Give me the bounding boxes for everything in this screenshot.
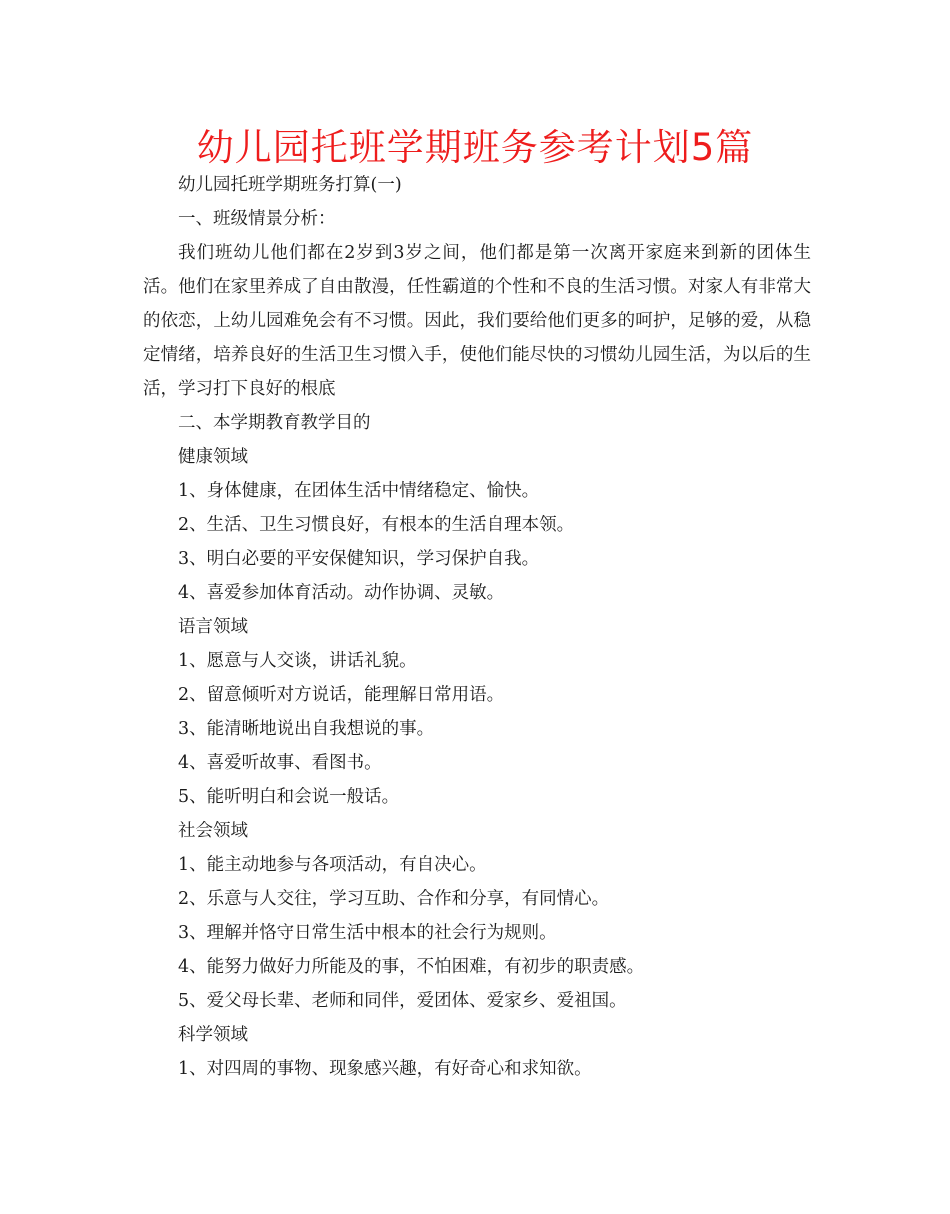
document-title: 幼儿园托班学期班务参考计划5篇 <box>196 126 754 169</box>
list-item: 1、对四周的事物、现象感兴趣，有好奇心和求知欲。 <box>178 1059 592 1079</box>
list-item: 2、留意倾听对方说话，能理解日常用语。 <box>178 685 505 705</box>
list-item: 3、理解并恪守日常生活中根本的社会行为规则。 <box>178 923 557 943</box>
class-analysis-paragraph: 我们班幼儿他们都在2岁到3岁之间，他们都是第一次离开家庭来到新的团体生活。他们在家里养成了自由散漫，任性霸道的个性和不良的生活习惯。对家人有非常大的依恋，上幼儿园难免会有不习惯。因此，我们要给他们更多的呵护，足够的爱，从稳定情绪，培养良好的生活卫生习惯入手，使他们能尽快的习惯幼儿园生活，为以后的生活，学习打下良好的根底 <box>143 243 811 399</box>
list-item: 4、能努力做好力所能及的事，不怕困难，有初步的职责感。 <box>178 957 645 977</box>
list-item: 3、明白必要的平安保健知识，学习保护自我。 <box>178 549 540 569</box>
list-item: 2、乐意与人交往，学习互助、合作和分享，有同情心。 <box>178 889 610 909</box>
domain-heading-social: 社会领域 <box>178 821 248 841</box>
list-item: 5、能听明白和会说一般话。 <box>178 787 400 807</box>
list-item: 4、喜爱听故事、看图书。 <box>178 753 382 773</box>
domain-heading-science: 科学领域 <box>178 1025 248 1045</box>
list-item: 3、能清晰地说出自我想说的事。 <box>178 719 435 739</box>
list-item: 2、生活、卫生习惯良好，有根本的生活自理本领。 <box>178 515 575 535</box>
domain-heading-language: 语言领域 <box>178 617 248 637</box>
list-item: 4、喜爱参加体育活动。动作协调、灵敏。 <box>178 583 505 603</box>
section-heading-class-analysis: 一、班级情景分析： <box>178 209 336 229</box>
section-heading-goals: 二、本学期教育教学目的 <box>178 413 371 433</box>
list-item: 1、身体健康，在团体生活中情绪稳定、愉快。 <box>178 481 540 501</box>
section-subtitle: 幼儿园托班学期班务打算(一) <box>178 175 402 195</box>
list-item: 1、能主动地参与各项活动，有自决心。 <box>178 855 487 875</box>
list-item: 1、愿意与人交谈，讲话礼貌。 <box>178 651 417 671</box>
list-item: 5、爱父母长辈、老师和同伴，爱团体、爱家乡、爱祖国。 <box>178 991 627 1011</box>
document-body <box>143 168 811 1086</box>
domain-heading-health: 健康领域 <box>178 447 248 467</box>
